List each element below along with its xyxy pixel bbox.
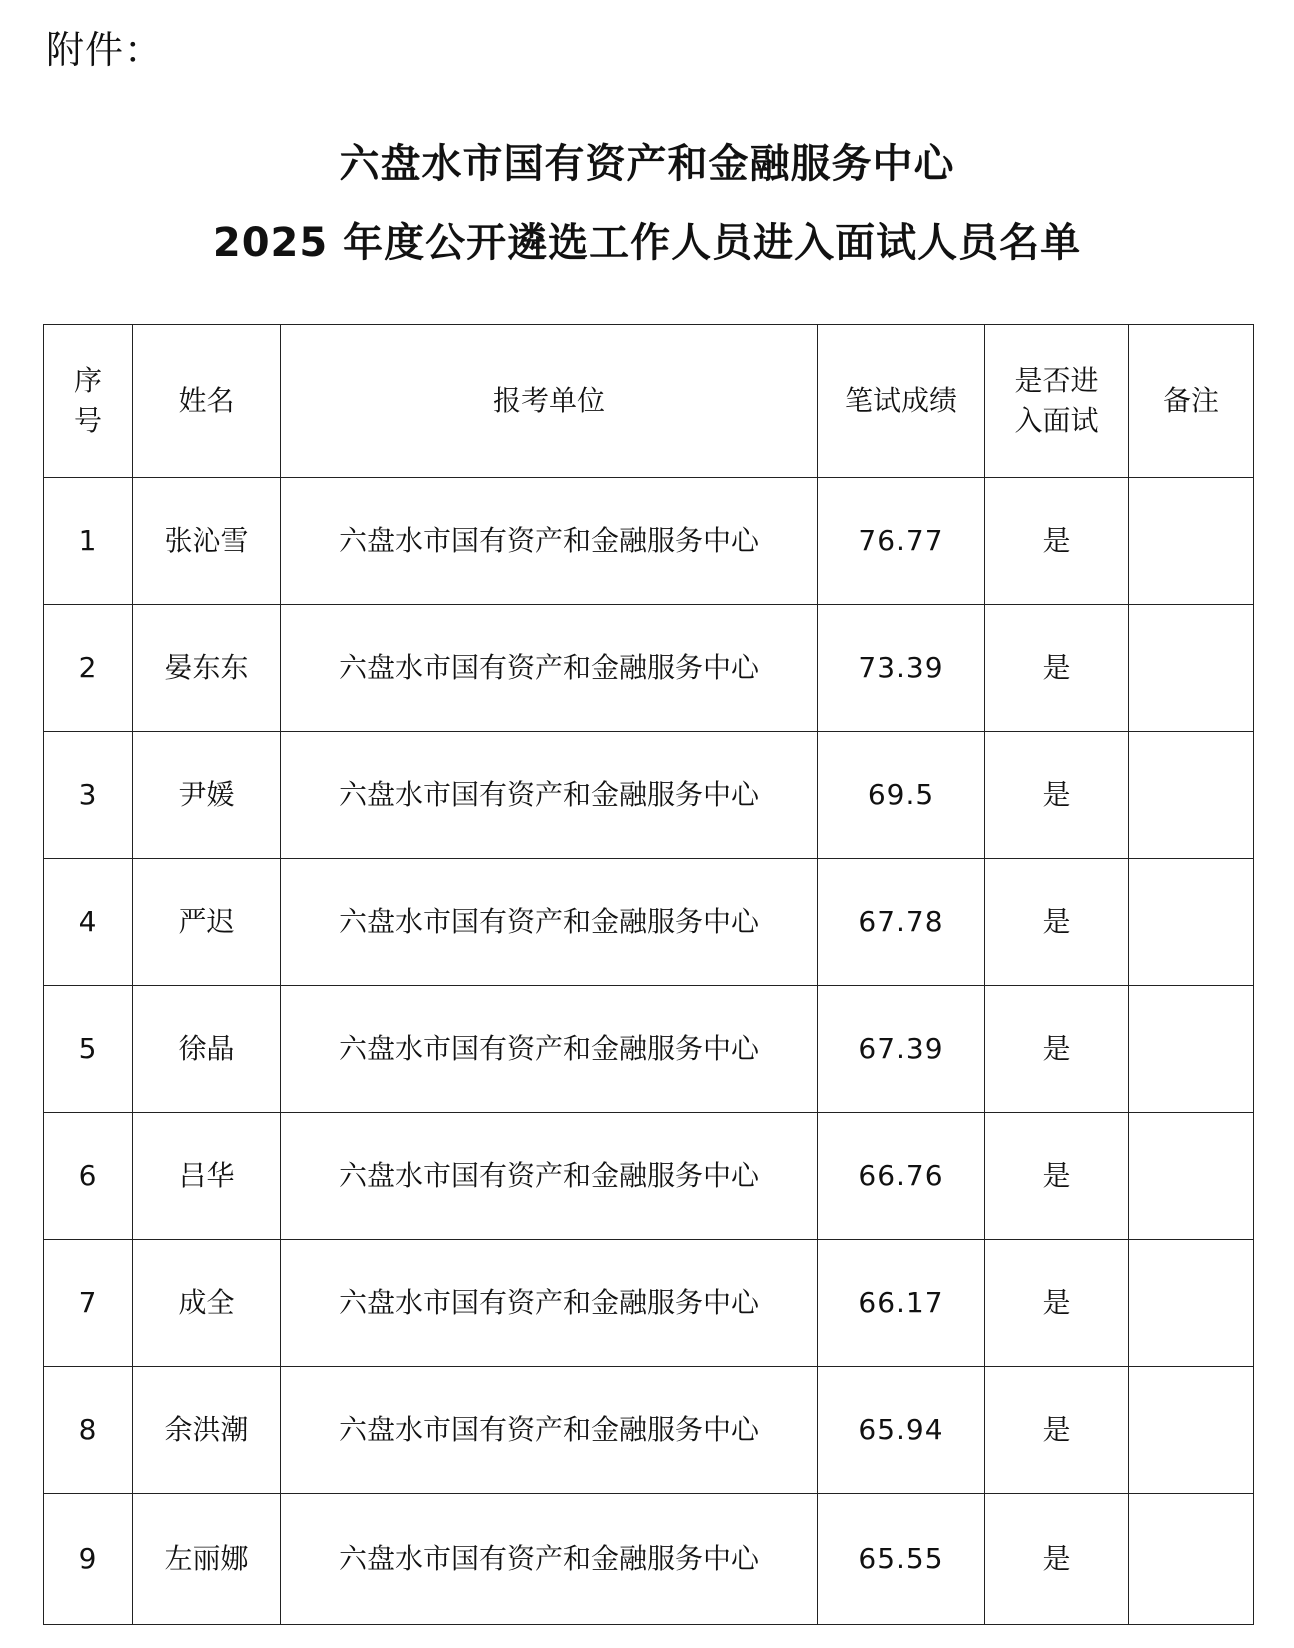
cell-unit: 六盘水市国有资产和金融服务中心 (281, 1113, 818, 1240)
header-interview-line1: 是否进 (1014, 364, 1099, 397)
cell-seq: 5 (44, 986, 133, 1113)
cell-name: 余洪潮 (133, 1367, 281, 1494)
cell-name: 吕华 (133, 1113, 281, 1240)
cell-remarks (1129, 478, 1254, 605)
cell-seq: 7 (44, 1240, 133, 1367)
interview-list-table (43, 324, 1254, 1625)
cell-score: 65.55 (818, 1494, 985, 1625)
cell-name: 尹媛 (133, 732, 281, 859)
cell-interview: 是 (985, 732, 1129, 859)
cell-score: 67.39 (818, 986, 985, 1113)
cell-remarks (1129, 986, 1254, 1113)
table-row (44, 605, 1254, 732)
cell-interview: 是 (985, 478, 1129, 605)
header-interview-line2: 入面试 (1014, 404, 1099, 437)
header-interview (985, 325, 1129, 478)
cell-remarks (1129, 859, 1254, 986)
cell-score: 76.77 (818, 478, 985, 605)
cell-unit: 六盘水市国有资产和金融服务中心 (281, 605, 818, 732)
cell-unit: 六盘水市国有资产和金融服务中心 (281, 732, 818, 859)
cell-score: 69.5 (818, 732, 985, 859)
header-score: 笔试成绩 (818, 325, 985, 478)
cell-unit: 六盘水市国有资产和金融服务中心 (281, 986, 818, 1113)
cell-name: 徐晶 (133, 986, 281, 1113)
cell-seq: 2 (44, 605, 133, 732)
cell-remarks (1129, 605, 1254, 732)
cell-unit: 六盘水市国有资产和金融服务中心 (281, 859, 818, 986)
cell-interview: 是 (985, 859, 1129, 986)
cell-interview: 是 (985, 1113, 1129, 1240)
cell-seq: 9 (44, 1494, 133, 1625)
document-title-line2: 2025 年度公开遴选工作人员进入面试人员名单 (212, 220, 1082, 266)
header-seq-line2: 号 (73, 404, 102, 437)
header-remarks: 备注 (1129, 325, 1254, 478)
cell-unit: 六盘水市国有资产和金融服务中心 (281, 1494, 818, 1625)
table-row (44, 986, 1254, 1113)
cell-score: 65.94 (818, 1367, 985, 1494)
cell-name: 晏东东 (133, 605, 281, 732)
cell-remarks (1129, 1240, 1254, 1367)
cell-interview: 是 (985, 1494, 1129, 1625)
cell-score: 66.17 (818, 1240, 985, 1367)
cell-score: 73.39 (818, 605, 985, 732)
cell-seq: 6 (44, 1113, 133, 1240)
cell-name: 成全 (133, 1240, 281, 1367)
cell-interview: 是 (985, 986, 1129, 1113)
table-header-row (44, 325, 1254, 478)
table-row (44, 859, 1254, 986)
cell-interview: 是 (985, 605, 1129, 732)
table-row (44, 1367, 1254, 1494)
cell-remarks (1129, 1113, 1254, 1240)
header-name: 姓名 (133, 325, 281, 478)
cell-seq: 1 (44, 478, 133, 605)
table-row (44, 1494, 1254, 1625)
cell-seq: 3 (44, 732, 133, 859)
table-row (44, 1240, 1254, 1367)
cell-remarks (1129, 732, 1254, 859)
cell-unit: 六盘水市国有资产和金融服务中心 (281, 1240, 818, 1367)
table-row (44, 478, 1254, 605)
header-seq (44, 325, 133, 478)
header-unit: 报考单位 (281, 325, 818, 478)
cell-unit: 六盘水市国有资产和金融服务中心 (281, 1367, 818, 1494)
cell-unit: 六盘水市国有资产和金融服务中心 (281, 478, 818, 605)
document-title-line1: 六盘水市国有资产和金融服务中心 (339, 141, 955, 187)
cell-seq: 8 (44, 1367, 133, 1494)
cell-remarks (1129, 1494, 1254, 1625)
header-seq-line1: 序 (73, 364, 102, 397)
cell-seq: 4 (44, 859, 133, 986)
attachment-label: 附件： (46, 28, 164, 72)
cell-name: 左丽娜 (133, 1494, 281, 1625)
table-row (44, 732, 1254, 859)
cell-interview: 是 (985, 1240, 1129, 1367)
cell-name: 张沁雪 (133, 478, 281, 605)
table-row (44, 1113, 1254, 1240)
cell-score: 66.76 (818, 1113, 985, 1240)
cell-remarks (1129, 1367, 1254, 1494)
cell-score: 67.78 (818, 859, 985, 986)
cell-name: 严迟 (133, 859, 281, 986)
cell-interview: 是 (985, 1367, 1129, 1494)
